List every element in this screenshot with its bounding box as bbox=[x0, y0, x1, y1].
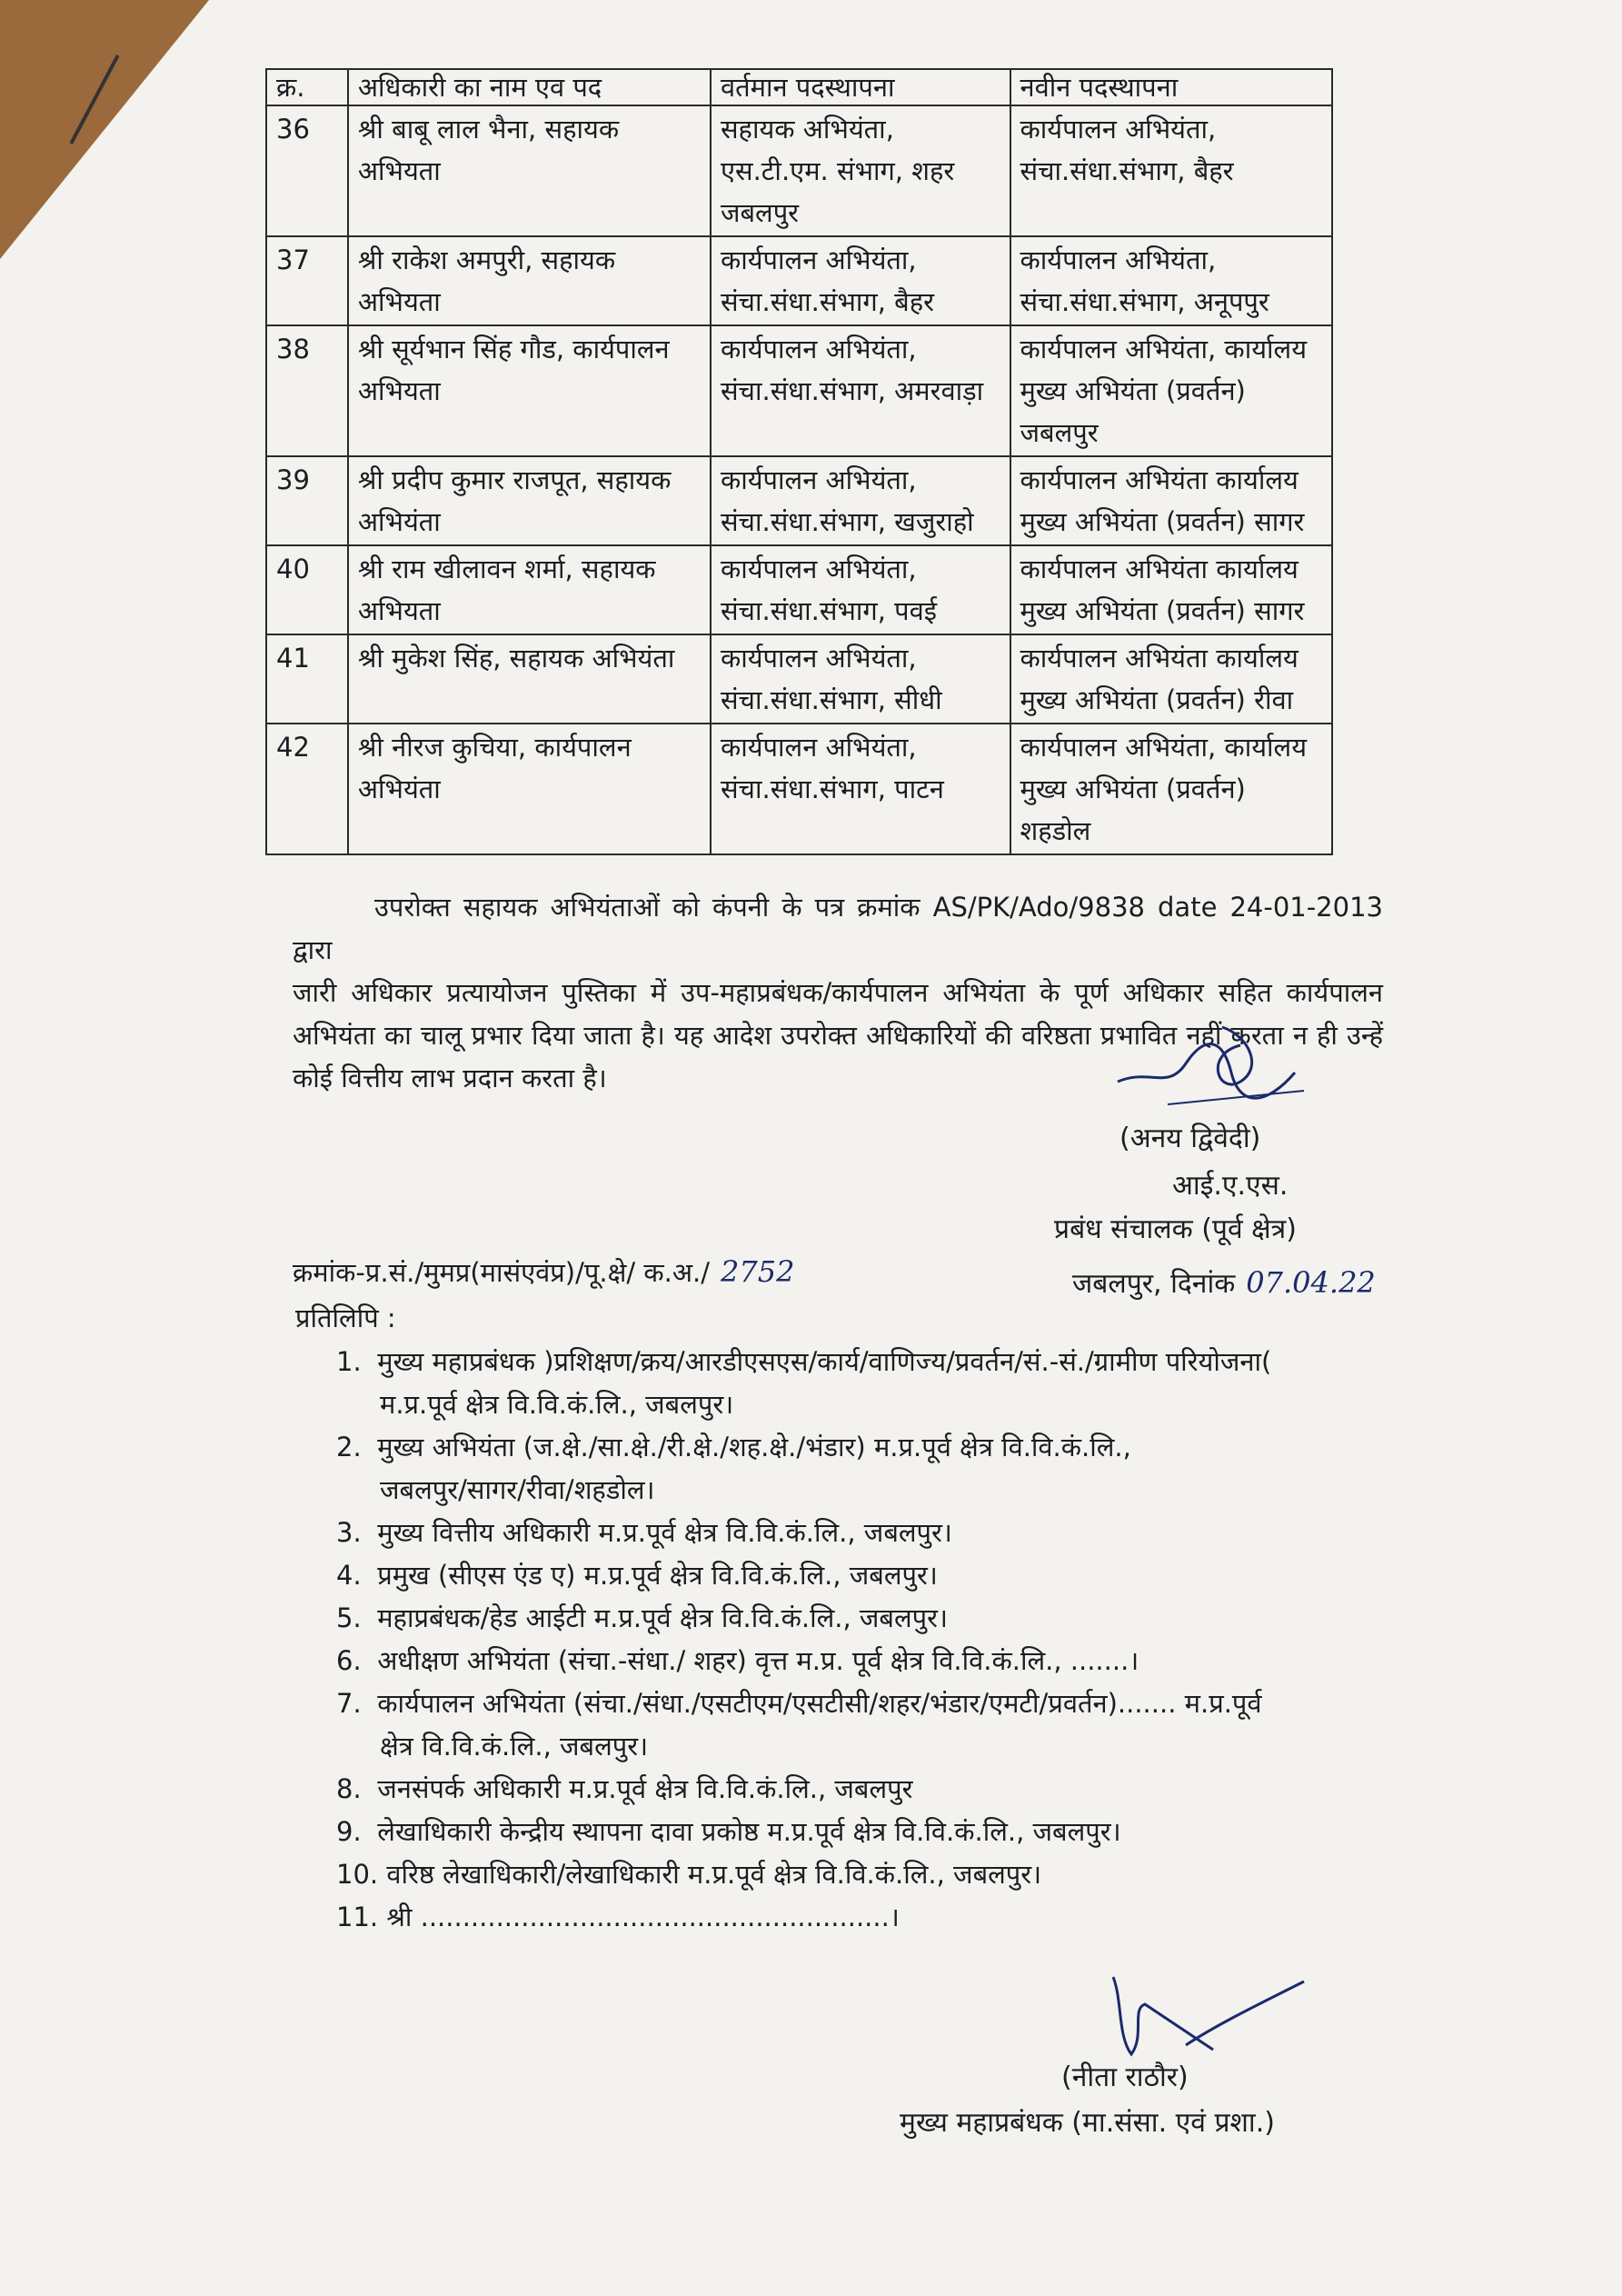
copy-to-continuation: क्षेत्र वि.वि.कं.लि., जबलपुर। bbox=[380, 1731, 649, 1762]
copy-to-item bbox=[336, 1682, 1390, 1768]
signatory-2-designation: मुख्य महाप्रबंधक (मा.संसा. एवं प्रशा.) bbox=[900, 2107, 1275, 2139]
table-header-row bbox=[266, 69, 1332, 105]
header-new-posting: नवीन पदस्थापना bbox=[1010, 69, 1332, 105]
signatory-1-name: (अनय द्विवेदी) bbox=[1119, 1123, 1261, 1154]
cell-line: मुख्य अभियंता (प्रवर्तन) bbox=[1020, 375, 1246, 406]
cell-line: कार्यपालन अभियंता, bbox=[720, 464, 917, 495]
cell-line: अभियता bbox=[357, 375, 441, 406]
copy-to-text: श्री ........................................................। bbox=[386, 1902, 900, 1932]
copy-to-number: 4. bbox=[336, 1560, 362, 1591]
cell-line: कार्यपालन अभियंता, कार्यालय bbox=[1020, 334, 1308, 364]
cell-line: श्री बाबू लाल भैना, सहायक bbox=[357, 114, 620, 145]
copy-to-number: 5. bbox=[336, 1602, 362, 1633]
copy-to-continuation: म.प्र.पूर्व क्षेत्र वि.वि.कं.लि., जबलपुर। bbox=[380, 1389, 734, 1420]
copy-to-text: प्रमुख (सीएस एंड ए) म.प्र.पूर्व क्षेत्र वि.वि.कं.लि., जबलपुर। bbox=[377, 1560, 938, 1591]
copy-to-text: मुख्य वित्तीय अधिकारी म.प्र.पूर्व क्षेत्र वि.वि.कं.लि., जबलपुर। bbox=[377, 1517, 952, 1548]
signatory-1-designation: प्रबंध संचालक (पूर्व क्षेत्र) bbox=[1054, 1213, 1297, 1245]
copy-to-item bbox=[336, 1896, 1390, 1939]
paragraph-rest: जारी अधिकार प्रत्यायोजन पुस्तिका में उप-महाप्रबंधक/कार्यपालन अभियंता के पूर्ण अधिकार सहित कार्यपालन अभियंता का चालू प्रभार दिया जाता है। यह आदेश उपरोक्त अधिकारियों की वरिष्ठता प्रभावित नहीं करता न ही उन्हें कोई वित्तीय लाभ प्रदान करता है। bbox=[293, 977, 1383, 1093]
cell-line: मुख्य अभियंता (प्रवर्तन) सागर bbox=[1020, 595, 1305, 626]
cell-line: संचा.संधा.संभाग, खजुराहो bbox=[720, 506, 974, 537]
cell-serial: 37 bbox=[266, 236, 348, 325]
copy-to-number: 6. bbox=[336, 1645, 362, 1676]
cell-line: अभियंता bbox=[357, 506, 441, 537]
cell-serial: 36 bbox=[266, 105, 348, 236]
header-current-posting: वर्तमान पदस्थापना bbox=[711, 69, 1010, 105]
table-row bbox=[266, 724, 1332, 854]
copy-to-number: 9. bbox=[336, 1816, 362, 1847]
cell-new bbox=[1010, 236, 1332, 325]
cell-line: श्री सूर्यभान सिंह गौड, कार्यपालन bbox=[357, 334, 670, 364]
signature-scribble-2 bbox=[1095, 1963, 1322, 2072]
cell-line: मुख्य अभियंता (प्रवर्तन) सागर bbox=[1020, 506, 1305, 537]
folded-corner bbox=[0, 0, 209, 259]
cell-line: श्री प्रदीप कुमार राजपूत, सहायक bbox=[357, 464, 672, 495]
cell-line: संचा.संधा.संभाग, अमरवाड़ा bbox=[720, 375, 984, 406]
header-officer-name: अधिकारी का नाम एव पद bbox=[348, 69, 711, 105]
cell-new bbox=[1010, 634, 1332, 724]
cell-current bbox=[711, 634, 1010, 724]
cell-line: श्री नीरज कुचिया, कार्यपालन bbox=[357, 732, 632, 763]
table-row bbox=[266, 105, 1332, 236]
cell-current bbox=[711, 325, 1010, 456]
cell-line: श्री राम खीलावन शर्मा, सहायक bbox=[357, 554, 656, 584]
cell-serial: 38 bbox=[266, 325, 348, 456]
header-serial: क्र. bbox=[266, 69, 348, 105]
cell-new bbox=[1010, 724, 1332, 854]
copy-to-item bbox=[336, 1768, 1390, 1811]
cell-line: मुख्य अभियंता (प्रवर्तन) रीवा bbox=[1020, 684, 1294, 715]
copy-to-number: 10. bbox=[336, 1859, 379, 1890]
copy-to-text: जनसंपर्क अधिकारी म.प्र.पूर्व क्षेत्र वि.वि.कं.लि., जबलपुर bbox=[377, 1773, 913, 1804]
cell-new bbox=[1010, 456, 1332, 545]
copy-to-text: मुख्य महाप्रबंधक )प्रशिक्षण/क्रय/आरडीएसएस/कार्य/वाणिज्य/प्रवर्तन/सं.-सं./ग्रामीण परियोजना( bbox=[377, 1346, 1272, 1377]
cell-line: कार्यपालन अभियंता, bbox=[720, 643, 917, 674]
cell-name bbox=[348, 105, 711, 236]
copy-to-text: लेखाधिकारी केन्द्रीय स्थापना दावा प्रकोष्ठ म.प्र.पूर्व क्षेत्र वि.वि.कं.लि., जबलपुर। bbox=[377, 1816, 1121, 1847]
cell-line: संचा.संधा.संभाग, बैहर bbox=[1020, 155, 1234, 186]
cell-line: कार्यपालन अभियंता कार्यालय bbox=[1020, 464, 1299, 495]
copy-to-number: 2. bbox=[336, 1432, 362, 1462]
table-row bbox=[266, 456, 1332, 545]
copy-to-title: प्रतिलिपि : bbox=[295, 1303, 396, 1333]
order-place-date bbox=[1072, 1263, 1376, 1301]
copy-to-number: 11. bbox=[336, 1902, 379, 1932]
cell-serial: 41 bbox=[266, 634, 348, 724]
copy-to-item bbox=[336, 1811, 1390, 1853]
cell-new bbox=[1010, 325, 1332, 456]
table-row bbox=[266, 634, 1332, 724]
cell-line: सहायक अभियंता, bbox=[720, 114, 894, 145]
copy-to-number: 1. bbox=[336, 1346, 362, 1377]
copy-to-item bbox=[336, 1853, 1390, 1896]
cell-line: संचा.संधा.संभाग, अनूपपुर bbox=[1020, 286, 1269, 317]
copy-to-number: 3. bbox=[336, 1517, 362, 1548]
cell-line: अभियता bbox=[357, 286, 441, 317]
signatory-2-name: (नीता राठौर) bbox=[1061, 2061, 1189, 2093]
cell-line: कार्यपालन अभियंता कार्यालय bbox=[1020, 554, 1299, 584]
cell-current bbox=[711, 724, 1010, 854]
cell-serial: 40 bbox=[266, 545, 348, 634]
table-row bbox=[266, 545, 1332, 634]
cell-name bbox=[348, 724, 711, 854]
copy-to-text: वरिष्ठ लेखाधिकारी/लेखाधिकारी म.प्र.पूर्व क्षेत्र वि.वि.कं.लि., जबलपुर। bbox=[386, 1859, 1042, 1890]
copy-to-item bbox=[336, 1341, 1390, 1426]
copy-to-text: महाप्रबंधक/हेड आईटी म.प्र.पूर्व क्षेत्र वि.वि.कं.लि., जबलपुर। bbox=[377, 1602, 948, 1633]
copy-to-number: 7. bbox=[336, 1688, 362, 1719]
order-number-handwritten: 2752 bbox=[720, 1254, 795, 1289]
cell-current bbox=[711, 545, 1010, 634]
table-row bbox=[266, 325, 1332, 456]
cell-name bbox=[348, 634, 711, 724]
cell-line: अभियता bbox=[357, 595, 441, 626]
copy-to-item bbox=[336, 1512, 1390, 1554]
cell-line: मुख्य अभियंता (प्रवर्तन) bbox=[1020, 774, 1246, 804]
order-number-label: क्रमांक-प्र.सं./मुमप्र(मासंएवंप्र)/पू.क्षे/ क.अ./ bbox=[293, 1257, 710, 1288]
signature-scribble-1 bbox=[1113, 1018, 1313, 1118]
order-date-label: जबलपुर, दिनांक bbox=[1072, 1268, 1236, 1300]
table-body bbox=[266, 105, 1332, 854]
cell-new bbox=[1010, 105, 1332, 236]
copy-to-number: 8. bbox=[336, 1773, 362, 1804]
cell-new bbox=[1010, 545, 1332, 634]
cell-line: कार्यपालन अभियंता, bbox=[720, 732, 917, 763]
cell-line: संचा.संधा.संभाग, सीधी bbox=[720, 684, 942, 715]
postings-table bbox=[265, 68, 1333, 855]
cell-serial: 42 bbox=[266, 724, 348, 854]
copy-to-text: कार्यपालन अभियंता (संचा./संधा./एसटीएम/एसटीसी/शहर/भंडार/एमटी/प्रवर्तन)....... म.प्र.पूर्व bbox=[377, 1688, 1262, 1719]
copy-to-item bbox=[336, 1554, 1390, 1597]
cell-line: कार्यपालन अभियंता, bbox=[720, 334, 917, 364]
cell-line: जबलपुर bbox=[720, 197, 800, 228]
cell-line: जबलपुर bbox=[1020, 417, 1099, 448]
order-date-handwritten: 07.04.22 bbox=[1246, 1265, 1376, 1300]
cell-line: अभियंता bbox=[357, 774, 441, 804]
cell-line: अभियता bbox=[357, 155, 441, 186]
copy-to-item bbox=[336, 1640, 1390, 1682]
cell-line: कार्यपालन अभियंता, bbox=[1020, 114, 1217, 145]
signatory-1-service: आई.ए.एस. bbox=[1172, 1170, 1289, 1202]
copy-to-text: मुख्य अभियंता (ज.क्षे./सा.क्षे./री.क्षे./शह.क्षे./भंडार) म.प्र.पूर्व क्षेत्र वि.वि.कं.लि., bbox=[377, 1432, 1131, 1462]
cell-name bbox=[348, 236, 711, 325]
cell-line: कार्यपालन अभियंता कार्यालय bbox=[1020, 643, 1299, 674]
cell-line: संचा.संधा.संभाग, पाटन bbox=[720, 774, 944, 804]
order-number bbox=[293, 1254, 794, 1290]
cell-line: श्री मुकेश सिंह, सहायक अभियंता bbox=[357, 643, 675, 674]
copy-to-list bbox=[336, 1341, 1390, 1939]
cell-current bbox=[711, 105, 1010, 236]
cell-name bbox=[348, 456, 711, 545]
cell-line: शहडोल bbox=[1020, 815, 1091, 846]
cell-line: श्री राकेश अमपुरी, सहायक bbox=[357, 245, 616, 275]
copy-to-item bbox=[336, 1426, 1390, 1512]
copy-to-text: अधीक्षण अभियंता (संचा.-संधा./ शहर) वृत्त म.प्र. पूर्व क्षेत्र वि.वि.कं.लि., .......। bbox=[377, 1645, 1139, 1676]
cell-line: संचा.संधा.संभाग, बैहर bbox=[720, 286, 934, 317]
cell-name bbox=[348, 325, 711, 456]
cell-line: कार्यपालन अभियंता, bbox=[720, 245, 917, 275]
cell-name bbox=[348, 545, 711, 634]
cell-line: एस.टी.एम. संभाग, शहर bbox=[720, 155, 955, 186]
table-row bbox=[266, 236, 1332, 325]
paragraph-first-line: उपरोक्त सहायक अभियंताओं को कंपनी के पत्र क्रमांक AS/PK/Ado/9838 date 24-01-2013 द्वारा bbox=[293, 892, 1383, 965]
cell-current bbox=[711, 456, 1010, 545]
cell-line: कार्यपालन अभियंता, कार्यालय bbox=[1020, 732, 1308, 763]
copy-to-continuation: जबलपुर/सागर/रीवा/शहडोल। bbox=[380, 1474, 655, 1505]
cell-current bbox=[711, 236, 1010, 325]
cell-line: कार्यपालन अभियंता, bbox=[1020, 245, 1217, 275]
copy-to-item bbox=[336, 1597, 1390, 1640]
cell-line: कार्यपालन अभियंता, bbox=[720, 554, 917, 584]
cell-line: संचा.संधा.संभाग, पवई bbox=[720, 595, 937, 626]
cell-serial: 39 bbox=[266, 456, 348, 545]
